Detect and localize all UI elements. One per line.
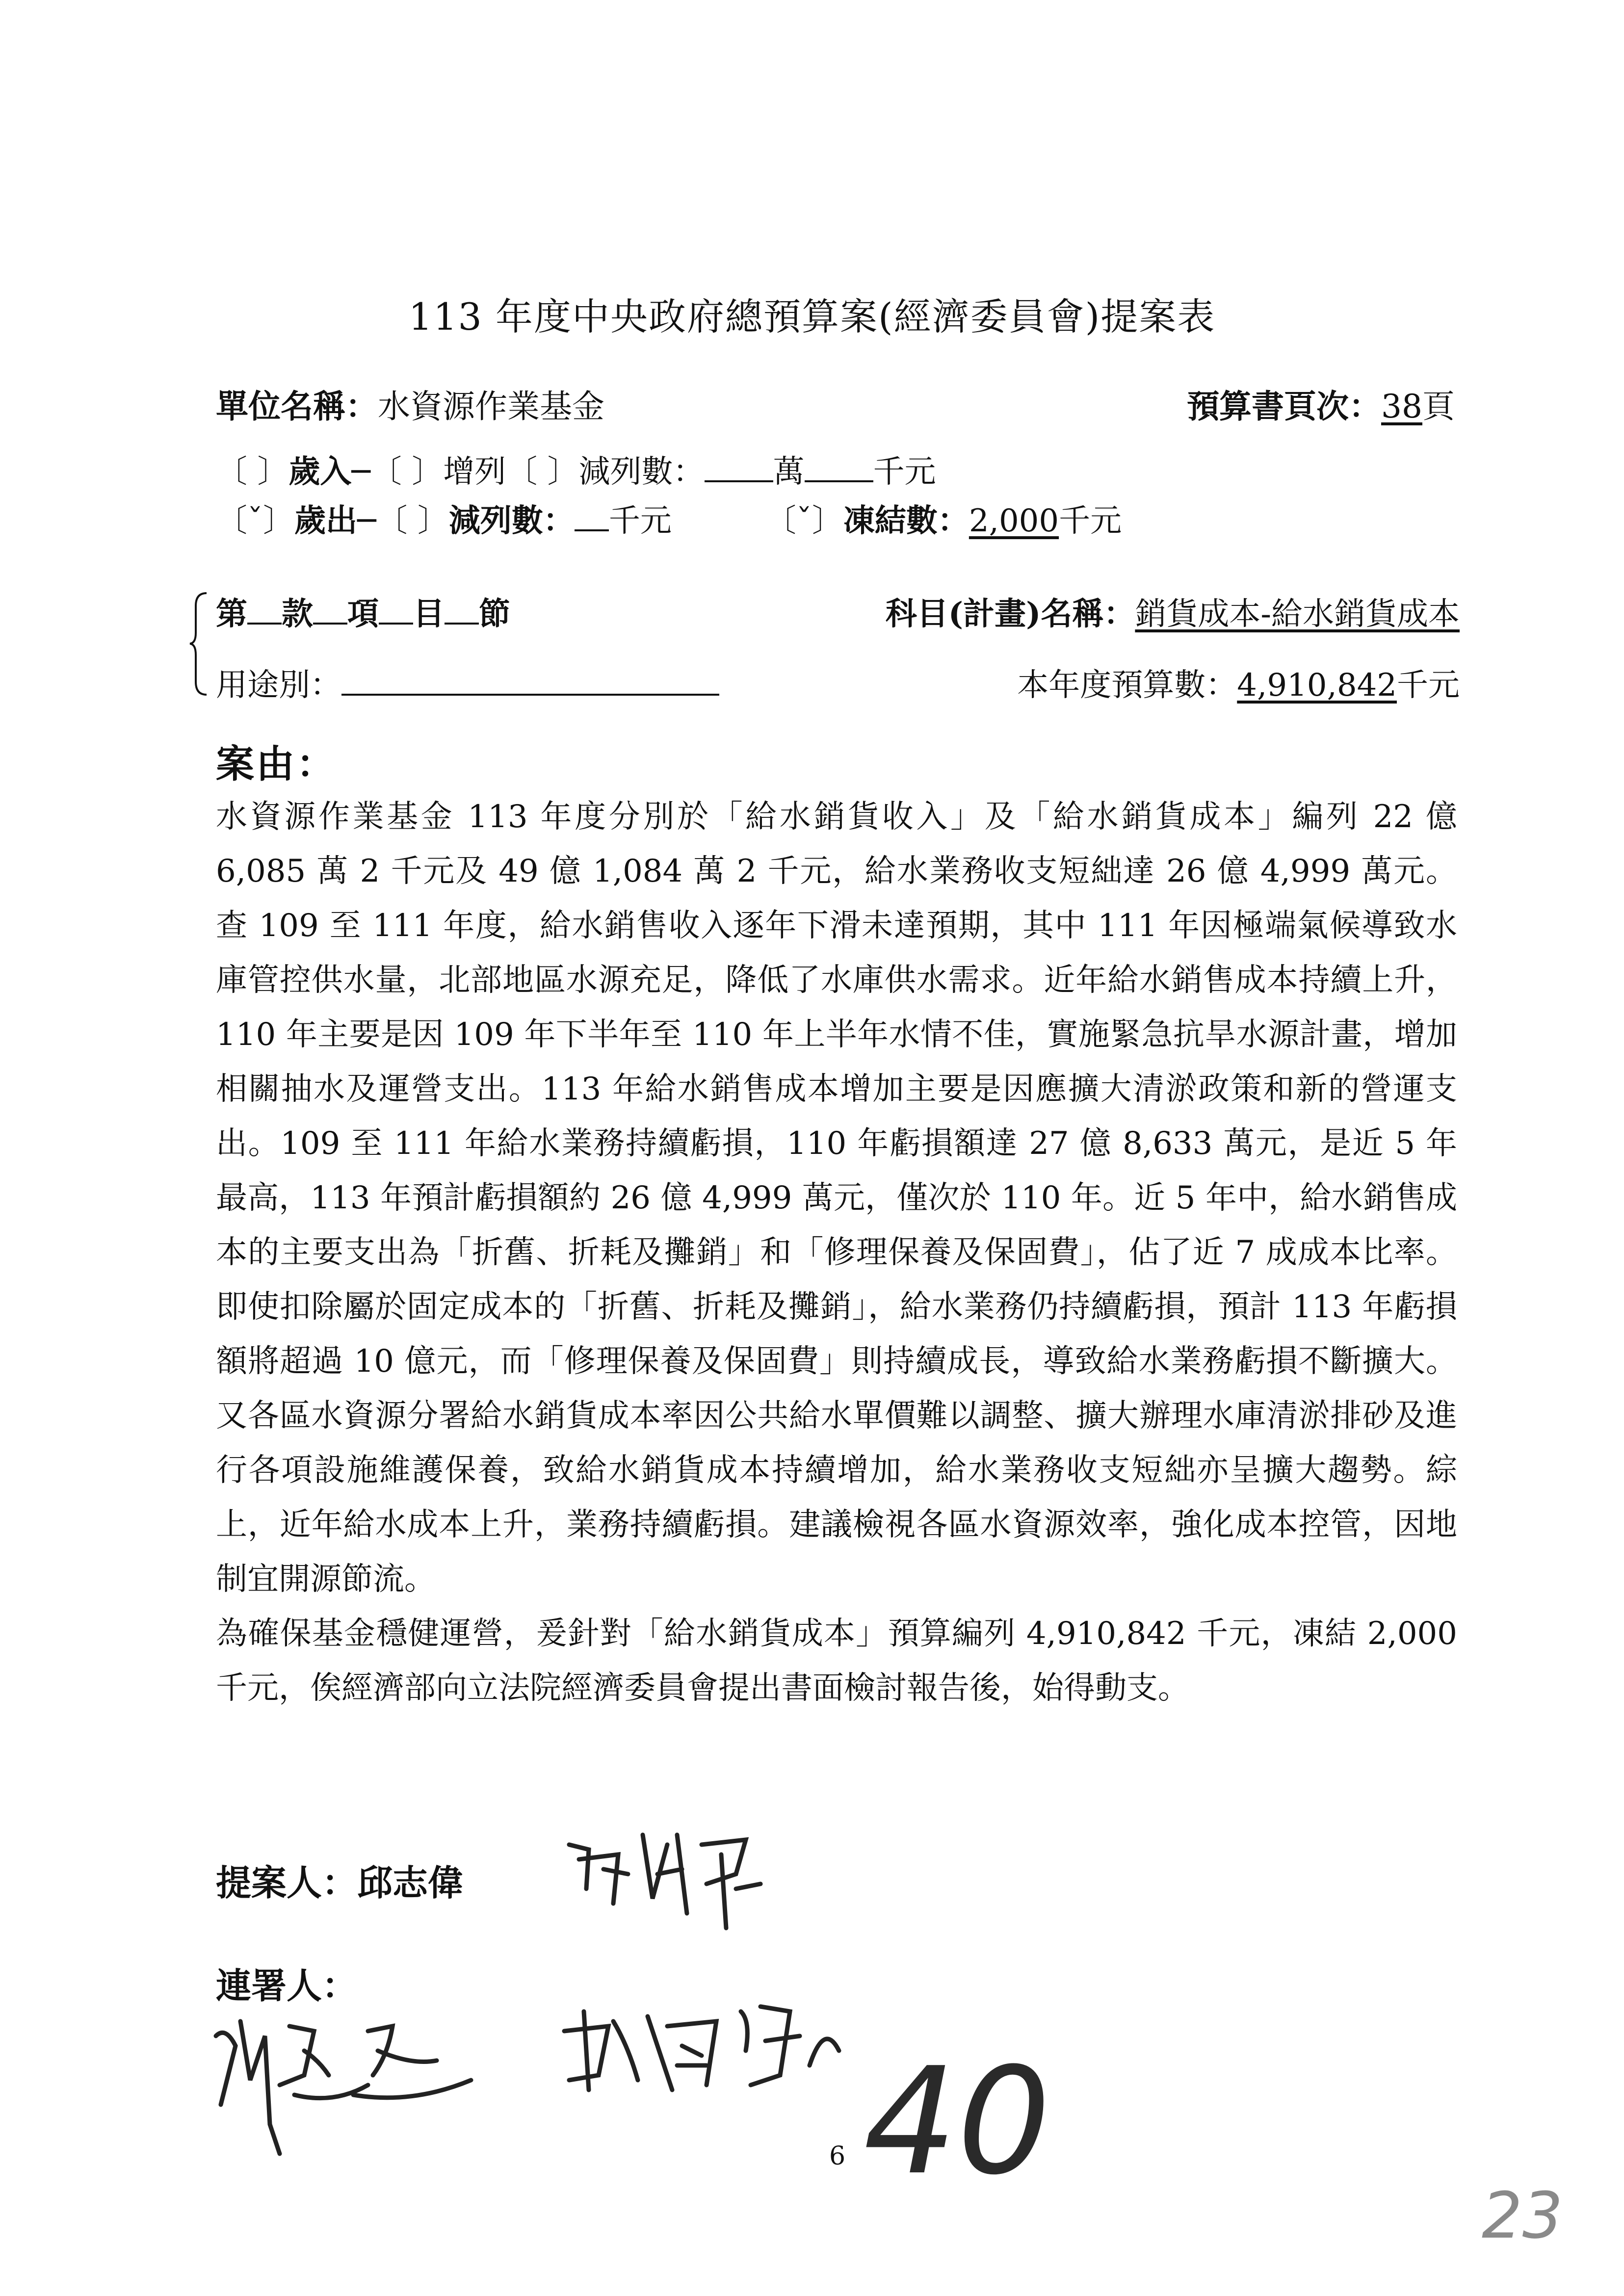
revenue-unit-qian: 千元	[873, 454, 936, 490]
handwritten-number: 40	[864, 2036, 1051, 2207]
freeze-unit: 千元	[1059, 503, 1122, 539]
budget-page-value: 38	[1381, 388, 1422, 425]
revenue-unit-wan: 萬	[773, 454, 805, 490]
document-title: 113 年度中央政府總預算案(經濟委員會)提案表	[408, 295, 1216, 339]
budget-page-suffix: 頁	[1422, 388, 1455, 425]
revenue-option-row	[216, 446, 936, 492]
corner-page-mark: 23	[1482, 2178, 1563, 2253]
page-number: 6	[829, 2141, 846, 2171]
expense-checkbox[interactable]: 〔ˇ〕	[216, 503, 294, 539]
section-jie: 節	[479, 596, 510, 632]
freeze-value: 2,000	[969, 503, 1059, 539]
revenue-wan-blank[interactable]	[705, 453, 773, 482]
revenue-qian-blank[interactable]	[805, 453, 873, 482]
section-mu: 目	[413, 596, 445, 632]
usage-row	[216, 660, 719, 705]
expense-dash: ─	[357, 503, 376, 539]
unit-value: 水資源作業基金	[378, 388, 604, 425]
section-jie-blank[interactable]	[445, 595, 479, 625]
usage-blank[interactable]	[341, 666, 719, 696]
reason-paragraph-1: 水資源作業基金 113 年度分別於「給水銷貨收入」及「給水銷貨成本」編列 22 億 6,085 萬 2 千元及 49 億 1,084 萬 2 千元，給水業務收支短絀達 26 億 4,999 萬元。查 109 至 111 年度，給水銷售收入逐年下滑未達預期，其中 111 年因極端氣候導致水庫管控供水量，北部地區水源充足，降低了水庫供水需求。近年給水銷售成本持續上升，110 年主要是因 109 年下半年至 110 年上半年水情不佳，實施緊急抗旱水源計畫，增加相關抽水及運營支出。113 年給水銷售成本增加主要是因應擴大清淤政策和新的營運支出。109 至 111 年給水業務持續虧損，110 年虧損額達 27 億 8,633 萬元，是近 5 年最高，113 年預計虧損額約 26 億 4,999 萬元，僅次於 110 年。近 5 年中，給水銷售成本的主要支出為「折舊、折耗及攤銷」和「修理保養及保固費」，佔了近 7 成成本比率。即使扣除屬於固定成本的「折舊、折耗及攤銷」，給水業務仍持續虧損，預計 113 年虧損額將超過 10 億元，而「修理保養及保固費」則持續成長，導致給水業務虧損不斷擴大。又各區水資源分署給水銷貨成本率因公共給水單價難以調整、擴大辦理水庫清淤排砂及進行各項設施維護保養，致給水銷貨成本持續增加，給水業務收支短絀亦呈擴大趨勢。綜上，近年給水成本上升，業務持續虧損。建議檢視各區水資源效率，強化成本控管，因地制宜開源節流。	[216, 799, 1457, 1597]
expense-decrease-label: 減列數：	[448, 502, 575, 539]
section-xiang: 項	[347, 596, 379, 632]
subject-row	[886, 589, 1460, 634]
cosigner-signature-1	[206, 2007, 481, 2166]
budget-row	[1017, 660, 1460, 705]
unit-row	[216, 380, 604, 427]
freeze-checkbox[interactable]: 〔ˇ〕	[764, 503, 843, 539]
budget-page-row	[1187, 380, 1455, 427]
proposer-signature	[559, 1815, 775, 1940]
expense-decrease-checkbox[interactable]: 〔 〕	[376, 503, 449, 539]
expense-option-row	[216, 496, 1122, 541]
subject-label: 科目(計畫)名稱：	[885, 596, 1135, 632]
account-brace	[189, 591, 209, 697]
section-mu-blank[interactable]	[379, 595, 413, 625]
expense-label: 歲出	[294, 502, 357, 539]
reason-body	[216, 790, 1457, 1716]
section-kuan-blank[interactable]	[247, 595, 282, 625]
revenue-dash: ─	[351, 454, 370, 490]
section-xiang-blank[interactable]	[313, 595, 347, 625]
budget-page-label: 預算書頁次：	[1187, 387, 1382, 425]
budget-unit: 千元	[1397, 667, 1460, 704]
cosigner-signature-2	[554, 1992, 849, 2112]
reason-heading: 案由：	[216, 742, 337, 786]
unit-label: 單位名稱：	[216, 387, 378, 425]
budget-label: 本年度預算數：	[1017, 667, 1237, 704]
account-section-row	[216, 589, 510, 634]
section-kuan: 款	[282, 596, 313, 632]
section-di: 第	[216, 596, 247, 632]
freeze-label: 凍結數：	[843, 502, 969, 539]
expense-unit: 千元	[608, 503, 672, 539]
subject-value: 銷貨成本-給水銷貨成本	[1135, 596, 1460, 632]
revenue-checkbox[interactable]: 〔 〕	[216, 454, 289, 490]
expense-decrease-blank[interactable]	[575, 502, 609, 531]
revenue-label: 歲入	[288, 453, 352, 490]
budget-value: 4,910,842	[1237, 667, 1397, 704]
cosigner-label: 連署人：	[216, 1965, 358, 2007]
proposer-label: 提案人：邱志偉	[216, 1862, 464, 1904]
revenue-decrease: 〔 〕減列數：	[506, 454, 705, 490]
reason-paragraph-2: 為確保基金穩健運營，爰針對「給水銷貨成本」預算編列 4,910,842 千元，凍結 2,000 千元，俟經濟部向立法院經濟委員會提出書面檢討報告後，始得動支。	[216, 1616, 1457, 1706]
revenue-increase: 〔 〕增列	[370, 454, 506, 490]
usage-label: 用途別：	[216, 667, 341, 704]
